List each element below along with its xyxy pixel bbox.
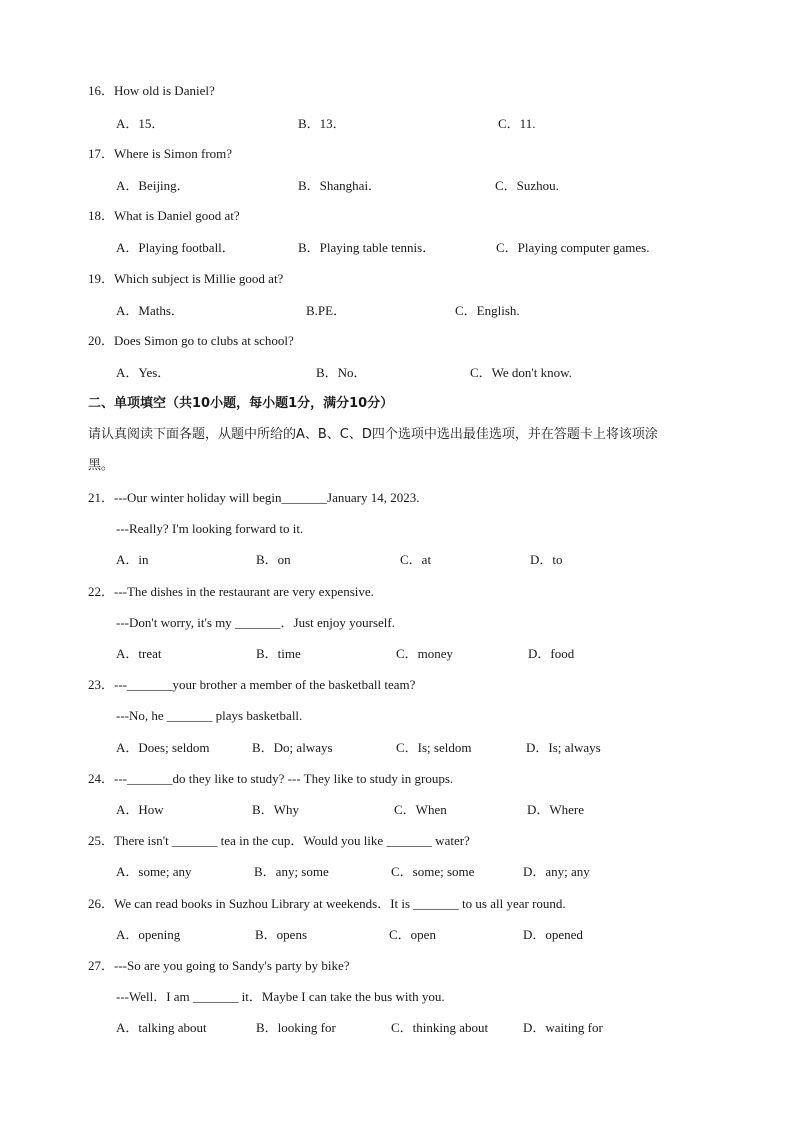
question-17-option-a: A．Beijing． — [116, 178, 190, 193]
question-19-option-c: C．English. — [455, 303, 520, 318]
question-18-stem: 18．What is Daniel good at? — [88, 208, 240, 223]
question-22-line2: ---Don't worry, it's my _______．Just enjoy yourself. — [116, 615, 395, 630]
question-21-option-b: B．on — [256, 552, 291, 567]
question-27-option-c: C．thinking about — [391, 1020, 489, 1035]
question-16-stem: 16．How old is Daniel? — [88, 83, 215, 98]
question-24-option-a: A．How — [116, 802, 164, 817]
question-16-option-c: C．11. — [498, 116, 536, 131]
question-26-option-d: D．opened — [523, 927, 583, 942]
question-23-option-d: D．Is; always — [526, 740, 601, 755]
question-25-option-d: D．any; any — [523, 864, 590, 879]
question-26-line1: 26．We can read books in Suzhou Library at weekends．It is _______ to us all year round. — [88, 896, 566, 911]
question-18-option-b: B．Playing table tennis． — [298, 240, 436, 255]
question-18-option-a: A．Playing football． — [116, 240, 235, 255]
question-22-option-b: B．time — [256, 646, 301, 661]
question-27-option-d: D．waiting for — [523, 1020, 603, 1035]
question-25-option-c: C．some; some — [391, 864, 475, 879]
question-23-line1: 23．---_______your brother a member of the basketball team? — [88, 677, 416, 692]
question-23-option-c: C．Is; seldom — [396, 740, 472, 755]
question-17-option-c: C．Suzhou. — [495, 178, 559, 193]
question-20-stem: 20．Does Simon go to clubs at school? — [88, 333, 294, 348]
question-20-option-a: A．Yes． — [116, 365, 171, 380]
question-26-option-c: C．open — [389, 927, 436, 942]
question-22-line1: 22．---The dishes in the restaurant are very expensive. — [88, 584, 374, 599]
section-heading: 二、单项填空（共10小题，每小题1分，满分10分） — [88, 396, 394, 411]
question-21-option-c: C．at — [400, 552, 432, 567]
question-19-stem: 19．Which subject is Millie good at? — [88, 271, 284, 286]
section-instruction-line1: 请认真阅读下面各题，从题中所给的A、B、C、D四个选项中选出最佳选项，并在答题卡上将该项涂 — [88, 427, 658, 442]
question-21-option-d: D．to — [530, 552, 563, 567]
question-20-option-b: B．No． — [316, 365, 367, 380]
question-21-line2: ---Really? I'm looking forward to it. — [116, 521, 304, 536]
question-16-option-a: A．15． — [116, 116, 165, 131]
question-23-line2: ---No, he _______ plays basketball. — [116, 708, 303, 723]
section-instruction-line2: 黑。 — [88, 458, 115, 473]
question-26-option-b: B．opens — [255, 927, 308, 942]
question-16-option-b: B．13． — [298, 116, 346, 131]
question-25-option-b: B．any; some — [254, 864, 329, 879]
question-23-option-b: B．Do; always — [252, 740, 333, 755]
question-18-option-c: C．Playing computer games. — [496, 240, 650, 255]
question-21-line1: 21．---Our winter holiday will begin_______January 14, 2023. — [88, 490, 420, 505]
question-20-option-c: C．We don't know. — [470, 365, 572, 380]
question-19-option-a: A．Maths． — [116, 303, 184, 318]
question-26-option-a: A．opening — [116, 927, 181, 942]
question-27-line1: 27．---So are you going to Sandy's party by bike? — [88, 958, 350, 973]
question-25-option-a: A．some; any — [116, 864, 192, 879]
question-17-stem: 17．Where is Simon from? — [88, 146, 233, 161]
question-27-option-b: B．looking for — [256, 1020, 336, 1035]
question-21-option-a: A．in — [116, 552, 149, 567]
question-19-option-b: B.PE． — [306, 303, 347, 318]
question-24-option-d: D．Where — [527, 802, 585, 817]
question-25-line1: 25．There isn't _______ tea in the cup．Would you like _______ water? — [88, 833, 470, 848]
question-17-option-b: B．Shanghai． — [298, 178, 382, 193]
question-22-option-c: C．money — [396, 646, 454, 661]
question-27-option-a: A．talking about — [116, 1020, 207, 1035]
question-27-line2: ---Well．I am _______ it．Maybe I can take the bus with you. — [116, 989, 445, 1004]
question-24-option-c: C．When — [394, 802, 447, 817]
question-22-option-d: D．food — [528, 646, 575, 661]
question-24-line1: 24．---_______do they like to study? --- They like to study in groups. — [88, 771, 454, 786]
question-24-option-b: B．Why — [252, 802, 299, 817]
question-23-option-a: A．Does; seldom — [116, 740, 210, 755]
question-22-option-a: A．treat — [116, 646, 162, 661]
